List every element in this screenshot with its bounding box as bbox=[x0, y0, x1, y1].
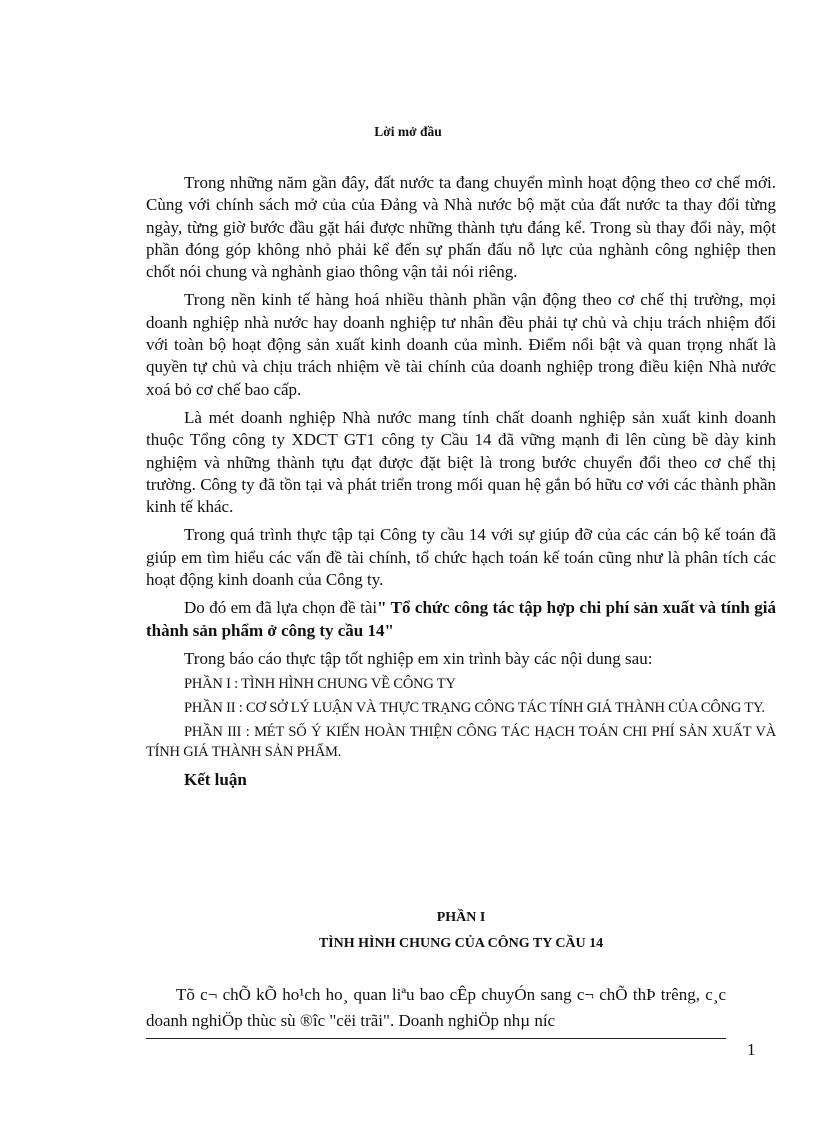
section-item-2: PHẦN II : CƠ SỞ LÝ LUẬN VÀ THỰC TRẠNG CÔNG TÁC TÍNH GIÁ THÀNH CỦA CÔNG TY. bbox=[184, 700, 765, 717]
paragraph-2: Trong nền kinh tế hàng hoá nhiều thành phần vận động theo cơ chế thị trường, mọi doanh nghiệp nhà nước hay doanh nghiệp tư nhân đều phải tự chủ và chịu trách nhiệm đối với toàn bộ hoạt động sản xuất kinh doanh của mình. Điểm nổi bật và quan trọng nhất là quyền tự chủ và chịu trách nhiệm về tài chính của doanh nghiệp trong điều kiện Nhà nước xoá bỏ cơ chế bao cấp. bbox=[146, 290, 776, 399]
section-item-3: PHẦN III : MÉT SỐ Ý KIẾN HOÀN THIỆN CÔNG TÁC HẠCH TOÁN CHI PHÍ SẢN XUẤT VÀ TÍNH GIÁ THÀNH SẢN PHẨM. bbox=[146, 724, 776, 761]
topic-title: " Tổ chức công tác tập hợp chi phí sản xuất và tính giá thành sản phẩm ở công ty cầu 14" bbox=[146, 598, 777, 640]
conclusion-heading: Kết luận bbox=[184, 770, 247, 790]
garbled-paragraph: Tõ c¬ chÕ kÕ ho¹ch ho¸ quan liªu bao cÊp chuyÓn sang c¬ chÕ thÞ trêng, c¸c doanh nghiÖp thùc sù ®îc "cëi trãi". Doanh nghiÖp nhµ níc bbox=[146, 985, 726, 1030]
topic-intro: Do đó em đã lựa chọn đề tài bbox=[184, 598, 378, 618]
paragraph-3: Là mét doanh nghiệp Nhà nước mang tính chất doanh nghiệp sản xuất kinh doanh thuộc Tổng công ty XDCT GT1 công ty Cầu 14 đã vững mạnh đi lên cùng bề dày kinh nghiệm và những thành tựu đạt được đặt biệt là trong bước chuyển đổi theo cơ chế thị trường. Công ty đã tồn tại và phát triển trong mối quan hệ gắn bó hữu cơ với các thành phần kinh tế khác. bbox=[146, 407, 776, 517]
footer-divider bbox=[146, 1038, 726, 1039]
paragraph-1: Trong những năm gần đây, đất nước ta đang chuyển mình hoạt động theo cơ chế mới. Cùng với chính sách mở của của Đảng và Nhà nước bộ mặt của đất nước ta thay đổi từng ngày, từng giờ bước đầu gặt hái được những thành tựu đáng kể. Trong sù thay đổi này, một phần đóng góp không nhỏ phải kể đến sự phấn đấu nỗ lực của nghành công nghiệp then chốt nói chung và nghành giao thông vận tải nói riêng. bbox=[146, 173, 776, 282]
page-number: 1 bbox=[747, 1040, 756, 1059]
contents-intro: Trong báo cáo thực tập tốt nghiệp em xin trình bày các nội dung sau: bbox=[184, 648, 653, 668]
document-body bbox=[146, 172, 776, 790]
part-subheading: TÌNH HÌNH CHUNG CỦA CÔNG TY CẦU 14 bbox=[318, 936, 604, 951]
topic-paragraph bbox=[146, 597, 776, 642]
paragraph-4: Trong quá trình thực tập tại Công ty cầu 14 với sự giúp đỡ của các cán bộ kế toán đã giúp em tìm hiểu các vấn đề tài chính, tổ chức hạch toán kế toán cũng như là phân tích các hoạt động kinh doanh của Công ty. bbox=[146, 525, 776, 590]
page-title: Lời mở đầu bbox=[374, 124, 442, 139]
section-item-1: PHẦN I : TÌNH HÌNH CHUNG VỀ CÔNG TY bbox=[184, 676, 456, 693]
part-heading: PHẦN I bbox=[436, 910, 486, 925]
